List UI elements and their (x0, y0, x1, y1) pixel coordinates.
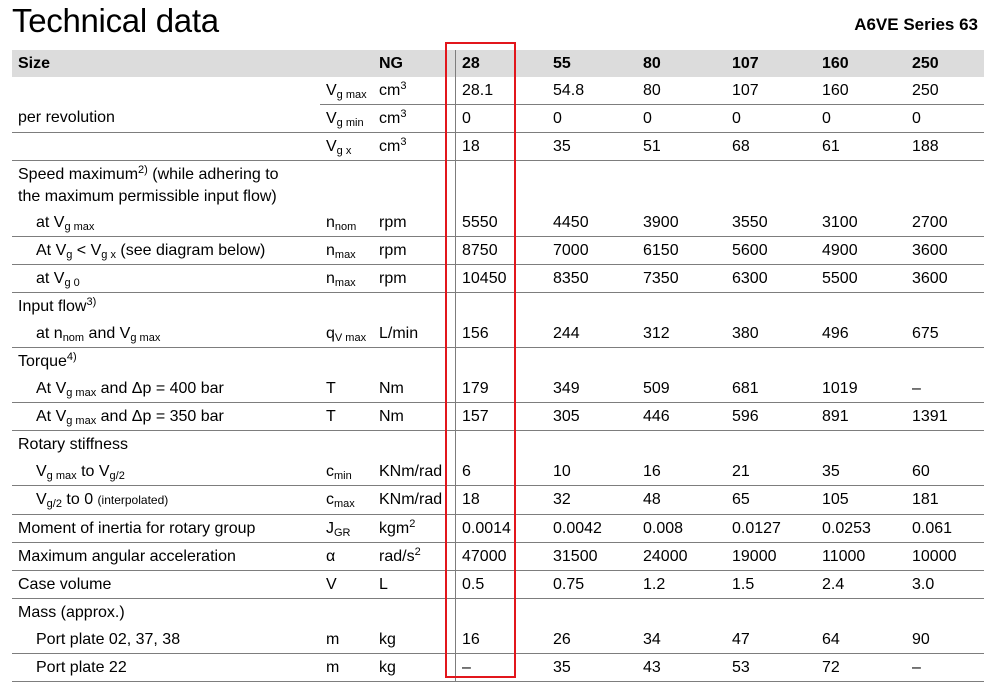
row-label: Moment of inertia for rotary group (18, 520, 256, 537)
empty-cell (373, 161, 455, 209)
value-cell: 7000 (553, 242, 589, 259)
row-label: Speed maximum$^{2)}$ (while adhering to the maximum permissible input flow) (18, 164, 279, 205)
value-cell: 3900 (643, 214, 679, 231)
row-symbol: $V_{g min}$ (326, 110, 364, 129)
row-label: At $V_{g max}$ and Δp = 400 bar (36, 380, 224, 399)
empty-cell (455, 161, 547, 209)
value-cell: 8350 (553, 270, 589, 287)
row-unit: L (379, 576, 388, 593)
value-cell: 496 (822, 325, 849, 342)
row-symbol: $n_{max}$ (326, 270, 356, 289)
empty-cell (547, 431, 637, 458)
value-cell: 80 (643, 82, 661, 99)
empty-cell (726, 293, 816, 320)
value-cell: 48 (643, 491, 661, 508)
value-cell: 26 (553, 631, 571, 648)
empty-cell (726, 161, 816, 209)
row-unit: rpm (379, 214, 407, 231)
table-row (12, 599, 984, 626)
value-cell: 0.0014 (455, 515, 547, 542)
row-label: Port plate 02, 37, 38 (36, 631, 181, 648)
value-cell: 18 (455, 486, 547, 514)
value-cell: 32 (553, 491, 571, 508)
value-cell: 61 (822, 138, 840, 155)
value-cell: 0.0042 (553, 520, 602, 537)
row-symbol: m (326, 631, 340, 648)
row-unit: kg (379, 659, 396, 676)
value-cell: 188 (912, 138, 939, 155)
row-unit: $cm^3$ (379, 80, 407, 99)
technical-data-table (12, 50, 984, 682)
value-cell: 0 (912, 110, 921, 127)
table-row (12, 375, 984, 403)
value-cell: 34 (643, 631, 661, 648)
empty-cell (816, 431, 906, 458)
value-cell: 105 (822, 491, 849, 508)
table-header-row (12, 50, 984, 77)
empty-cell (320, 431, 373, 458)
row-label: Input flow$^{3)}$ (18, 296, 97, 315)
row-symbol: $V_{g max}$ (326, 82, 367, 101)
row-symbol: $c_{min}$ (326, 463, 352, 482)
value-cell: 35 (822, 463, 840, 480)
table-row (12, 458, 984, 486)
value-cell: – (912, 380, 921, 397)
value-cell: 6 (455, 458, 547, 485)
value-cell: 10000 (912, 548, 957, 565)
table-row (12, 431, 984, 458)
row-unit: rad/$s^2$ (379, 546, 421, 565)
empty-cell (547, 161, 637, 209)
header-size-28: 28 (455, 50, 547, 77)
value-cell: 43 (643, 659, 661, 676)
header-size-55: 55 (553, 55, 571, 72)
row-symbol: $q_{V max}$ (326, 325, 367, 344)
empty-cell (726, 431, 816, 458)
row-label: $V_{g max}$ to $V_{g/2}$ (36, 463, 125, 482)
value-cell: 72 (822, 659, 840, 676)
row-unit: kg (379, 631, 396, 648)
empty-cell (637, 599, 726, 626)
value-cell: 60 (912, 463, 930, 480)
table-row (12, 515, 984, 543)
row-label: At $V_{g max}$ and Δp = 350 bar (36, 408, 224, 427)
value-cell: 28.1 (455, 77, 547, 104)
value-cell: 8750 (455, 237, 547, 264)
empty-cell (906, 431, 984, 458)
value-cell: 156 (455, 320, 547, 347)
value-cell: 0.5 (455, 571, 547, 598)
header-size-160: 160 (822, 55, 849, 72)
row-label: at $V_{g 0}$ (36, 270, 80, 289)
row-label: at $V_{g max}$ (36, 214, 95, 233)
empty-cell (906, 348, 984, 375)
value-cell: 179 (455, 375, 547, 402)
value-cell: 0 (553, 110, 562, 127)
empty-cell (455, 599, 547, 626)
header-size-label: Size (18, 55, 51, 72)
value-cell: 0.75 (553, 576, 585, 593)
value-cell: 90 (912, 631, 930, 648)
table-row (12, 265, 984, 293)
row-unit: L/min (379, 325, 419, 342)
value-cell: – (455, 654, 547, 681)
value-cell: 53 (732, 659, 750, 676)
value-cell: 1.5 (732, 576, 755, 593)
row-unit: Nm (379, 408, 404, 425)
row-symbol: T (326, 380, 336, 397)
value-cell: 1391 (912, 408, 948, 425)
value-cell: 681 (732, 380, 759, 397)
row-label: Torque$^{4)}$ (18, 351, 77, 370)
value-cell: 0.0253 (822, 520, 871, 537)
row-symbol: $V_{g x}$ (326, 138, 352, 157)
value-cell: 7350 (643, 270, 679, 287)
row-label: At $V_g < V_{g x}$ (see diagram below) (36, 242, 266, 261)
value-cell: 0 (643, 110, 652, 127)
value-cell: 4900 (822, 242, 858, 259)
value-cell: 18 (455, 133, 547, 160)
header-size-107: 107 (732, 55, 759, 72)
empty-cell (547, 293, 637, 320)
row-label: Port plate 22 (36, 659, 127, 676)
row-unit: KNm/rad (379, 491, 443, 508)
row-unit: KNm/rad (379, 463, 443, 480)
empty-cell (373, 348, 455, 375)
empty-cell (320, 599, 373, 626)
value-cell: 65 (732, 491, 750, 508)
value-cell: 24000 (643, 548, 688, 565)
table-row (12, 320, 984, 348)
value-cell: 596 (732, 408, 759, 425)
value-cell: 349 (553, 380, 580, 397)
value-cell: 1019 (822, 380, 858, 397)
value-cell: 16 (455, 626, 547, 653)
value-cell: 3550 (732, 214, 768, 231)
row-label-cont: per revolution (12, 77, 320, 131)
empty-cell (816, 348, 906, 375)
row-unit: rpm (379, 242, 407, 259)
row-label: Mass (approx.) (18, 604, 125, 621)
value-cell: 380 (732, 325, 759, 342)
value-cell: 1.2 (643, 576, 666, 593)
empty-cell (455, 348, 547, 375)
empty-cell (455, 293, 547, 320)
value-cell: 16 (643, 463, 661, 480)
empty-cell (906, 161, 984, 209)
row-unit: Nm (379, 380, 404, 397)
value-cell: 675 (912, 325, 939, 342)
table-row (12, 654, 984, 682)
value-cell: 3100 (822, 214, 858, 231)
row-symbol: $n_{max}$ (326, 242, 356, 261)
value-cell: 244 (553, 325, 580, 342)
page-title: Technical data (12, 2, 219, 39)
value-cell: 10 (553, 463, 571, 480)
value-cell: 11000 (822, 548, 866, 565)
empty-cell (373, 293, 455, 320)
empty-cell (373, 431, 455, 458)
empty-cell (547, 599, 637, 626)
table-row (12, 486, 984, 515)
empty-cell (373, 599, 455, 626)
empty-cell (637, 348, 726, 375)
row-label: $V_{g/2}$ to 0 (interpolated) (36, 491, 169, 510)
value-cell: 107 (732, 82, 759, 99)
value-cell: 64 (822, 631, 840, 648)
value-cell: – (912, 659, 921, 676)
row-symbol: V (326, 576, 337, 593)
value-cell: 446 (643, 408, 670, 425)
row-symbol: T (326, 408, 336, 425)
empty-cell (816, 293, 906, 320)
value-cell: 6300 (732, 270, 768, 287)
empty-cell (320, 348, 373, 375)
value-cell: 54.8 (553, 82, 585, 99)
value-cell: 35 (553, 659, 571, 676)
row-label: Maximum angular acceleration (18, 548, 236, 565)
value-cell: 2700 (912, 214, 948, 231)
table-row (12, 403, 984, 431)
value-cell: 10450 (455, 265, 547, 292)
empty-cell (726, 599, 816, 626)
value-cell: 6150 (643, 242, 679, 259)
row-symbol: m (326, 659, 340, 676)
value-cell: 160 (822, 82, 849, 99)
empty-cell (547, 348, 637, 375)
row-symbol: α (326, 548, 336, 565)
row-symbol: $n_{nom}$ (326, 214, 357, 233)
value-cell: 312 (643, 325, 670, 342)
value-cell: 68 (732, 138, 750, 155)
value-cell: 3600 (912, 242, 948, 259)
value-cell: 250 (912, 82, 939, 99)
empty-cell (637, 161, 726, 209)
table-row (12, 348, 984, 375)
header-unit: NG (379, 55, 403, 72)
table-row (12, 237, 984, 265)
series-label: A6VE Series 63 (854, 15, 978, 34)
row-symbol: $c_{max}$ (326, 491, 355, 510)
value-cell: 0.0127 (732, 520, 781, 537)
value-cell: 47000 (455, 543, 547, 570)
value-cell: 2.4 (822, 576, 845, 593)
value-cell: 0.008 (643, 520, 684, 537)
row-unit: $cm^3$ (379, 136, 407, 155)
row-unit: kgm$^2$ (379, 518, 416, 537)
empty-cell (906, 293, 984, 320)
empty-cell (320, 293, 373, 320)
value-cell: 47 (732, 631, 750, 648)
value-cell: 5600 (732, 242, 768, 259)
empty-cell (816, 161, 906, 209)
value-cell: 19000 (732, 548, 777, 565)
row-label: Case volume (18, 576, 112, 593)
value-cell: 157 (455, 403, 547, 430)
empty-cell (637, 431, 726, 458)
table-row (12, 133, 984, 161)
value-cell: 181 (912, 491, 939, 508)
value-cell: 509 (643, 380, 670, 397)
table-row (12, 571, 984, 599)
empty-cell (906, 599, 984, 626)
empty-cell (637, 293, 726, 320)
empty-cell (816, 599, 906, 626)
value-cell: 0 (822, 110, 831, 127)
empty-cell (726, 348, 816, 375)
value-cell: 3.0 (912, 576, 935, 593)
value-cell: 51 (643, 138, 661, 155)
value-cell: 35 (553, 138, 571, 155)
value-cell: 21 (732, 463, 750, 480)
value-cell: 5550 (455, 209, 547, 236)
value-cell: 0.061 (912, 520, 953, 537)
table-row (12, 626, 984, 654)
row-label: Rotary stiffness (18, 436, 128, 453)
empty-cell (455, 431, 547, 458)
row-label: at $n_{nom}$ and $V_{g max}$ (36, 325, 161, 344)
table-row (12, 105, 984, 133)
table-row (12, 543, 984, 571)
value-cell: 0 (455, 105, 547, 132)
table-row (12, 293, 984, 320)
table-row (12, 161, 984, 209)
value-cell: 305 (553, 408, 580, 425)
row-label (12, 133, 320, 160)
row-symbol: $J_{GR}$ (326, 520, 351, 539)
value-cell: 3600 (912, 270, 948, 287)
header-size-250: 250 (912, 55, 939, 72)
value-cell: 4450 (553, 214, 589, 231)
value-cell: 891 (822, 408, 849, 425)
value-cell: 31500 (553, 548, 598, 565)
value-cell: 5500 (822, 270, 858, 287)
table-row (12, 209, 984, 237)
empty-cell (320, 161, 373, 209)
value-cell: 0 (732, 110, 741, 127)
row-unit: rpm (379, 270, 407, 287)
header-symbol (320, 50, 373, 77)
header-size-80: 80 (643, 55, 661, 72)
row-unit: $cm^3$ (379, 108, 407, 127)
